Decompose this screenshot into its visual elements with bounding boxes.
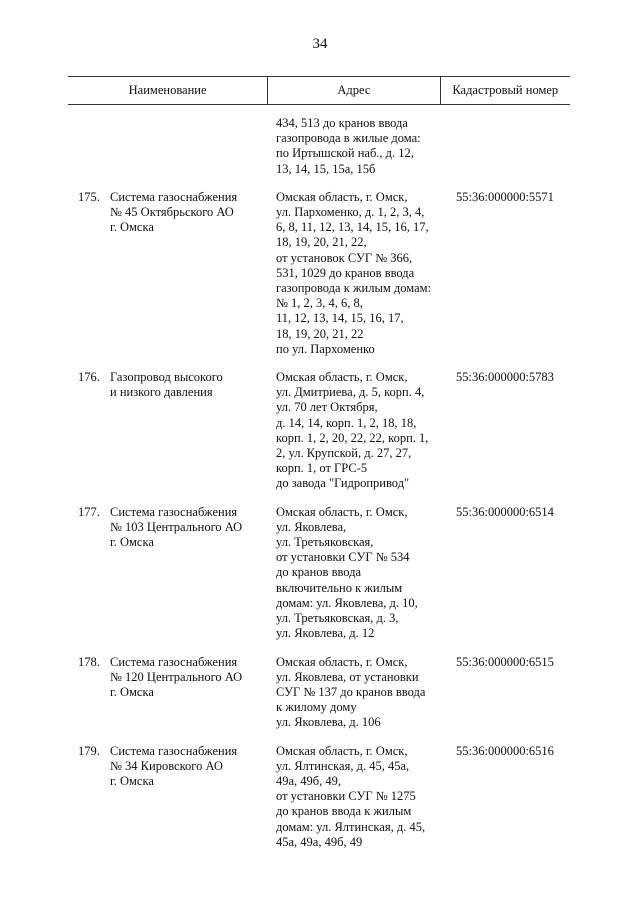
- row-name: Система газоснабжения № 103 Центрального АО г. Омска: [110, 504, 243, 550]
- page-number: 34: [312, 36, 328, 52]
- row-cadastral: 55:36:000000:6514: [456, 504, 554, 519]
- row-number: 178.: [78, 654, 100, 669]
- table-header: [68, 76, 570, 105]
- objects-table: [68, 76, 570, 850]
- table-row: [68, 190, 570, 357]
- row-name-cell: [68, 744, 276, 850]
- row-name-cell: [68, 190, 276, 357]
- row-number: 175.: [78, 189, 100, 204]
- table-row: [68, 370, 570, 492]
- row-name-cell: [68, 370, 276, 492]
- row-address: Омская область, г. Омск, ул. Яковлева, от установки СУГ № 137 до кранов ввода к жилому дому ул. Яковлева, д. 106: [276, 654, 426, 730]
- row-name: Система газоснабжения № 34 Кировского АО г. Омска: [110, 743, 238, 788]
- row-address: Омская область, г. Омск, ул. Пархоменко, д. 1, 2, 3, 4, 6, 8, 11, 12, 13, 14, 15, 16, 17, 18, 19, 20, 21, 22, от установок СУГ № 366, 531, 1029 до кранов ввода газопровода к жилым домам: № 1, 2, 3, 4, 6, 8, 11, 12, 13, 14, 15, 16, 17, 18, 19, 20, 21, 22 по ул. Пархоменко: [276, 189, 432, 356]
- header-address: Адрес: [267, 77, 439, 104]
- continuation-address: 434, 513 до кранов ввода газопровода в жилые дома: по Иртышской наб., д. 12, 13, 14, 15, 15а, 15б: [276, 116, 421, 176]
- table-row: [68, 505, 570, 642]
- row-number: 176.: [78, 370, 100, 385]
- row-number: 179.: [78, 743, 100, 758]
- row-address: Омская область, г. Омск, ул. Ялтинская, д. 45, 45а, 49а, 49б, 49, от установки СУГ № 1275 до кранов ввода к жилым домам: ул. Ялтинская, д. 45, 45а, 49а, 49б, 49: [276, 743, 426, 849]
- row-cadastral: 55:36:000000:6516: [456, 743, 554, 758]
- row-cadastral: 55:36:000000:6515: [456, 654, 554, 669]
- row-cadastral: 55:36:000000:5783: [456, 370, 554, 385]
- header-name: Наименование: [128, 83, 207, 97]
- header-cadastral: Кадастровый номер: [440, 77, 570, 104]
- row-name: Система газоснабжения № 45 Октябрьского АО г. Омска: [110, 189, 238, 235]
- row-name: Система газоснабжения № 120 Центрального АО г. Омска: [110, 654, 243, 699]
- table-row: [68, 744, 570, 850]
- row-name-cell: [68, 655, 276, 731]
- row-cadastral: 55:36:000000:5571: [456, 189, 554, 204]
- row-address: Омская область, г. Омск, ул. Дмитриева, д. 5, корп. 4, ул. 70 лет Октября, д. 14, 14, корп. 1, 2, 18, 18, корп. 1, 2, 20, 22, 22, корп. 1, 2, ул. Крупской, д. 27, 27, корп. 1, от ГРС-5 до завода "Гидропривод": [276, 370, 429, 491]
- row-address: Омская область, г. Омск, ул. Яковлева, ул. Третьяковская, от установки СУГ № 534 до кранов ввода включительно к жилым домам: ул. Яковлева, д. 10, ул. Третьяковская, д. 3, ул. Яковлева, д. 12: [276, 504, 418, 641]
- continuation-row: [68, 116, 570, 177]
- row-name-cell: [68, 505, 276, 642]
- row-name: Газопровод высокого и низкого давления: [110, 370, 223, 400]
- row-number: 177.: [78, 504, 100, 519]
- table-row: [68, 655, 570, 731]
